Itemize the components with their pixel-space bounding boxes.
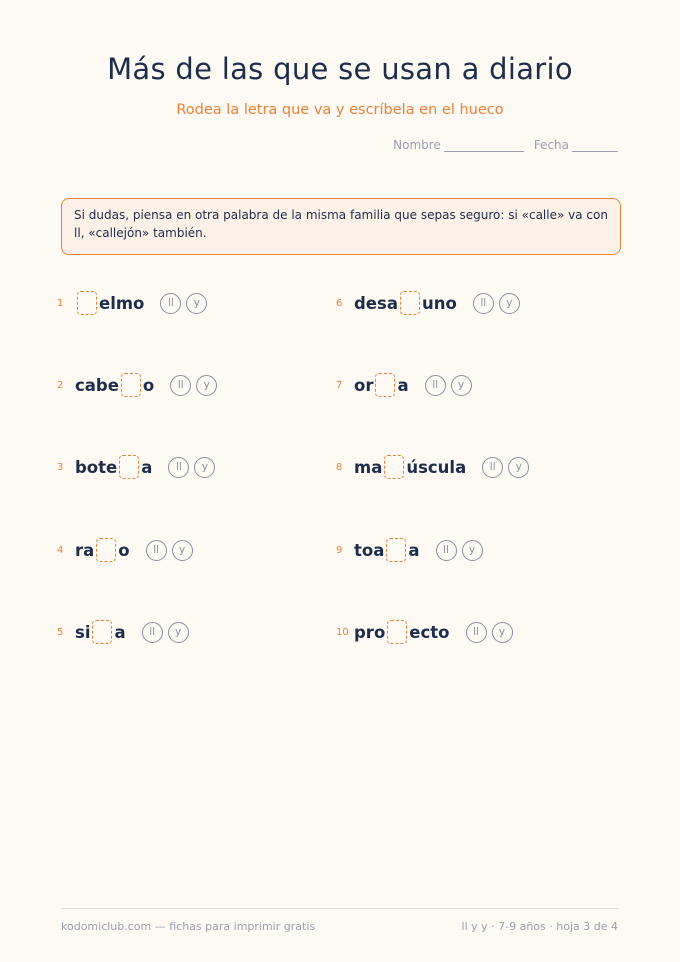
name-field[interactable] (444, 139, 524, 152)
hint-box: Si dudas, piensa en otra palabra de la misma familia que sepas seguro: si «calle» va con ll, «callejón» también. (61, 198, 621, 255)
word (354, 455, 466, 479)
option-ll[interactable]: ll (473, 293, 494, 314)
answer-blank[interactable] (119, 455, 139, 479)
word-end: a (141, 457, 153, 477)
word (354, 538, 420, 562)
option-ll[interactable]: ll (436, 540, 457, 561)
word (354, 620, 450, 644)
option-y[interactable]: y (196, 375, 217, 396)
word-start: toa (354, 540, 385, 560)
option-ll[interactable]: ll (170, 375, 191, 396)
item-number: 3 (57, 461, 64, 473)
item-number: 2 (57, 379, 64, 391)
option-y[interactable]: y (194, 457, 215, 478)
item-number: 10 (336, 626, 349, 638)
exercise-item (57, 537, 193, 563)
word-end: a (114, 622, 126, 642)
answer-blank[interactable] (77, 291, 97, 315)
option-y[interactable]: y (168, 622, 189, 643)
page-title: Más de las que se usan a diario (107, 52, 573, 86)
word-start: si (75, 622, 91, 642)
item-number: 6 (336, 297, 343, 309)
option-ll[interactable]: ll (146, 540, 167, 561)
answer-blank[interactable] (384, 455, 404, 479)
name-label: Nombre (393, 138, 441, 152)
word-end: o (142, 375, 155, 395)
word-end: elmo (99, 293, 145, 313)
answer-blank[interactable] (375, 373, 395, 397)
item-number: 1 (57, 297, 64, 309)
word-start: desa (354, 293, 398, 313)
exercise-item (336, 372, 472, 398)
word-start: cabe (75, 375, 119, 395)
option-ll[interactable]: ll (142, 622, 163, 643)
footer-divider (61, 908, 618, 909)
word-start: ra (75, 540, 95, 560)
option-ll[interactable]: ll (160, 293, 181, 314)
option-y[interactable]: y (451, 375, 472, 396)
date-label: Fecha (533, 138, 569, 152)
word (75, 291, 144, 315)
word-end: ecto (409, 622, 450, 642)
exercise-item (57, 619, 189, 645)
exercise-item (336, 290, 520, 316)
name-date-fields (393, 138, 618, 152)
word-start: pro (354, 622, 386, 642)
word (354, 373, 409, 397)
word-end: a (408, 540, 420, 560)
item-number: 9 (336, 544, 343, 556)
answer-blank[interactable] (386, 538, 406, 562)
word (75, 455, 152, 479)
option-y[interactable]: y (508, 457, 529, 478)
page-subtitle: Rodea la letra que va y escríbela en el hueco (176, 102, 504, 118)
item-number: 4 (57, 544, 64, 556)
word (75, 538, 130, 562)
item-number: 8 (336, 461, 343, 473)
exercise-item (57, 372, 217, 398)
word-start: ma (354, 457, 383, 477)
option-ll[interactable]: ll (168, 457, 189, 478)
footer-site: kodomiclub.com — fichas para imprimir gratis (61, 920, 316, 933)
footer-sheet-info: ll y y · 7-9 años · hoja 3 de 4 (461, 920, 618, 933)
answer-blank[interactable] (387, 620, 407, 644)
option-ll[interactable]: ll (466, 622, 487, 643)
option-y[interactable]: y (172, 540, 193, 561)
exercise-item (57, 454, 215, 480)
answer-blank[interactable] (96, 538, 116, 562)
word-end: úscula (406, 457, 467, 477)
option-y[interactable]: y (492, 622, 513, 643)
word (75, 373, 154, 397)
item-number: 5 (57, 626, 64, 638)
option-y[interactable]: y (462, 540, 483, 561)
word-end: uno (421, 293, 457, 313)
item-number: 7 (336, 379, 343, 391)
exercise-item (336, 619, 513, 645)
word-end: a (397, 375, 409, 395)
word (75, 620, 126, 644)
exercise-item (57, 290, 207, 316)
exercise-item (336, 454, 529, 480)
answer-blank[interactable] (400, 291, 420, 315)
option-ll[interactable]: ll (482, 457, 503, 478)
option-y[interactable]: y (499, 293, 520, 314)
answer-blank[interactable] (92, 620, 112, 644)
option-ll[interactable]: ll (425, 375, 446, 396)
exercise-item (336, 537, 483, 563)
word-start: or (354, 375, 374, 395)
answer-blank[interactable] (121, 373, 141, 397)
option-y[interactable]: y (186, 293, 207, 314)
date-field[interactable] (572, 139, 618, 152)
word-start: bote (75, 457, 118, 477)
word (354, 291, 457, 315)
word-end: o (118, 540, 130, 560)
